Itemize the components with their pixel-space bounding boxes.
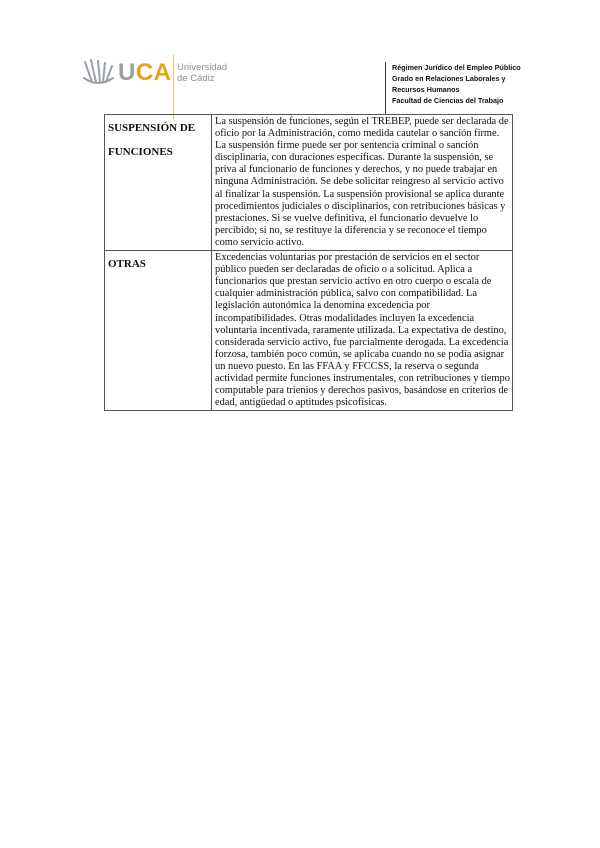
university-line-1: Universidad	[177, 62, 228, 73]
row-text: La suspensión de funciones, según el TREBEP, puede ser declarada de oficio por la Administración, como medida cautelar o sanción firme. La suspensión firme puede ser por sentencia criminal o sanción disciplinaria, con duraciones específicas. Durante la suspensión, se priva al funcionario de funciones y derechos, y no puede trabajar en ninguna Administración. Se debe solicitar reingreso al servicio activo al finalizar la suspensión. La suspensión provisional se aplica durante procedimientos judiciales o disciplinarios, con retribuciones básicas y prestaciones. Si se vuelve definitiva, el funcionario devuelve lo percibido; si no, se restituye la diferencia y se reconoce el tiempo como servicio activo.	[212, 115, 513, 251]
laurel-icon	[82, 58, 116, 86]
header-divider	[385, 62, 386, 114]
table-row	[105, 251, 513, 411]
header-line-faculty: Facultad de Ciencias del Trabajo	[392, 96, 504, 105]
content-table	[104, 114, 513, 411]
header-line-subject: Régimen Jurídico del Empleo Público	[392, 63, 521, 72]
university-name	[177, 62, 227, 84]
uca-logo	[82, 58, 242, 88]
header-line-degree: Grado en Relaciones Laborales y	[392, 74, 506, 83]
row-text: Excedencias voluntarias por prestación de servicios en el sector público pueden ser declaradas de oficio o a solicitud. Aplica a funcionarios que prestan servicio activo en otro cuerpo o escala de cualquier administración pública, salvo con compatibilidad. La legislación autonómica la denomina excedencia por incompatibilidades. Otras modalidades incluyen la excedencia voluntaria incentivada, raramente utilizada. La expectativa de destino, considerada servicio activo, fue parcialmente derogada. La excedencia forzosa, también poco común, se aplicaba cuando no se podía asignar un nuevo puesto. En las FFAA y FFCCSS, la reserva o segunda actividad permite funciones instrumentales, con retribuciones y tiempo computable para trienios y derechos pasivos, basándose en criterios de edad, antigüedad o aptitudes psicofísicas.	[212, 251, 513, 411]
row-label: SUSPENSIÓN DE FUNCIONES	[105, 115, 212, 251]
table-row	[105, 115, 513, 251]
uca-wordmark	[118, 60, 172, 86]
logo-divider	[173, 55, 174, 119]
header-line-degree-cont: Recursos Humanos	[392, 85, 460, 94]
university-line-2: de Cádiz	[177, 73, 215, 84]
document-header	[392, 62, 521, 106]
row-label: OTRAS	[105, 251, 212, 411]
uca-letters-ca: CA	[135, 59, 172, 86]
uca-letter-u: U	[118, 59, 136, 86]
